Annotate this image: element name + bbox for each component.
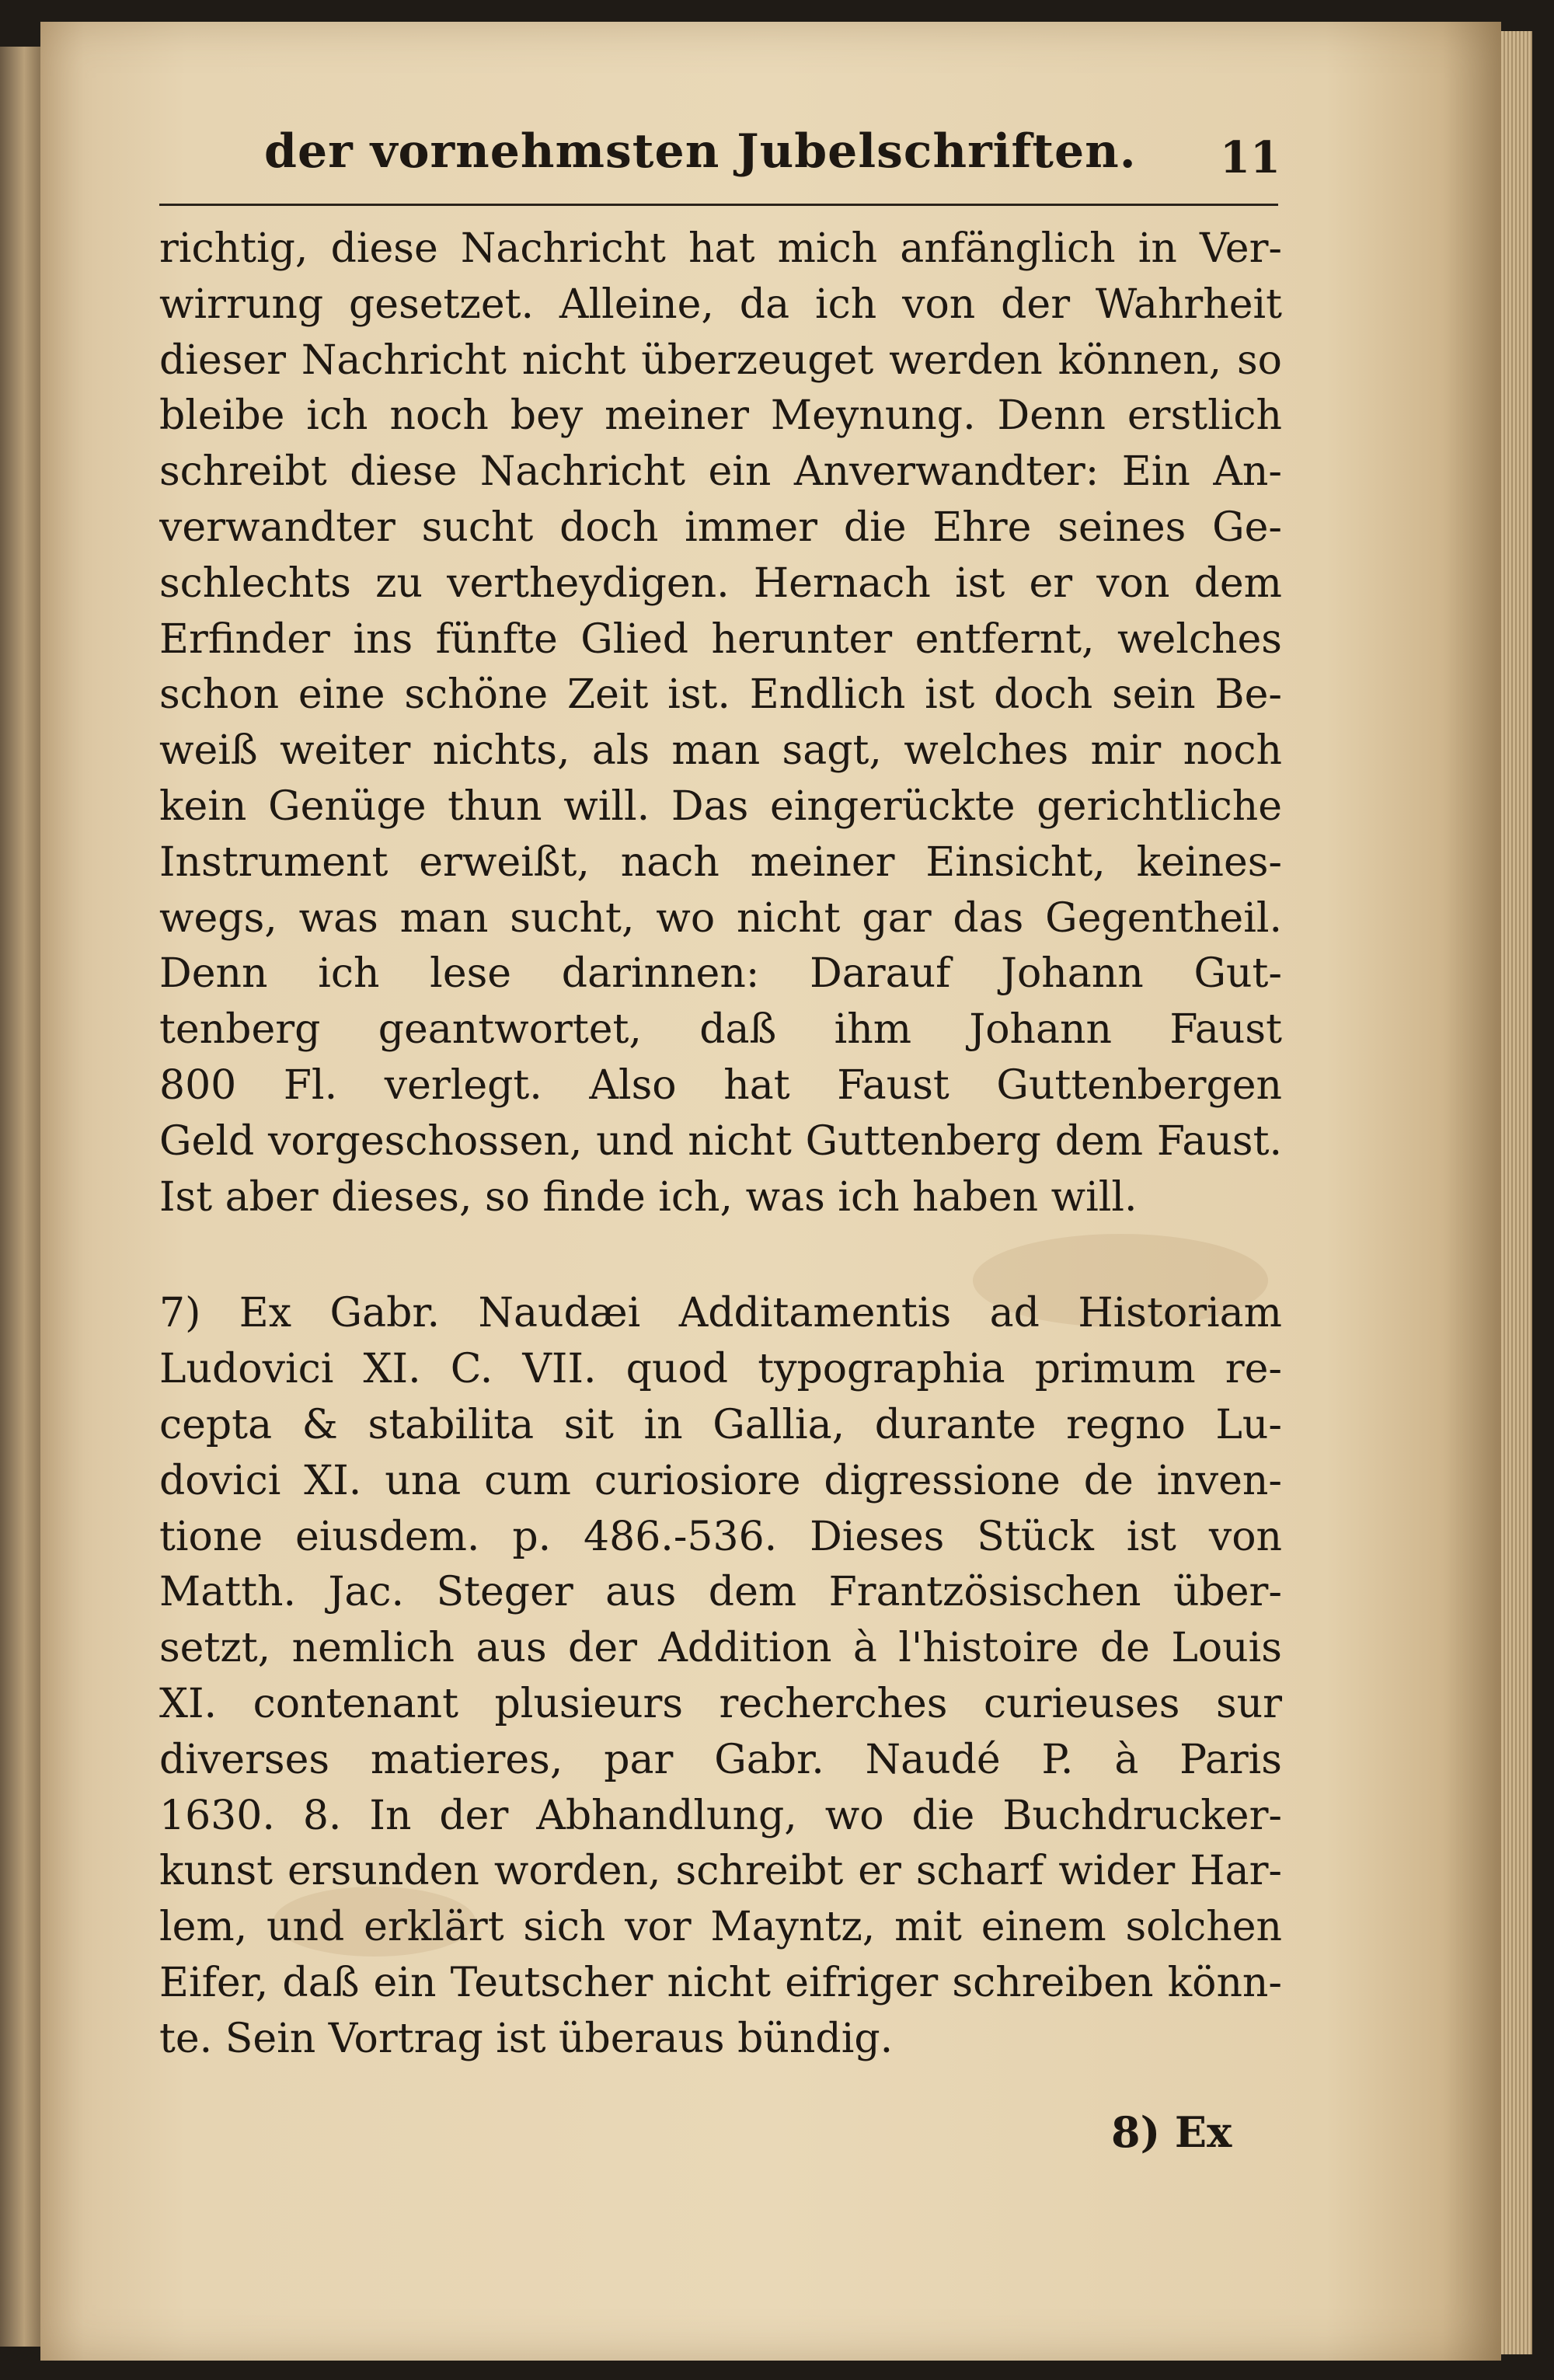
text-line: Denn ich lese darinnen: Darauf Johann Gut- (159, 950, 1282, 998)
text-line: tenberg geantwortet, daß ihm Johann Faust (159, 1006, 1282, 1054)
text-line: verwandter sucht doch immer die Ehre seines Ge- (159, 504, 1282, 551)
text-line: dieser Nachricht nicht überzeuget werden können, so (159, 336, 1282, 384)
text-line: cepta & stabilita sit in Gallia, durante regno Lu- (159, 1401, 1282, 1448)
text-line: tione eiusdem. p. 486.-536. Dieses Stück ist von (159, 1513, 1282, 1560)
text-line: diverses matieres, par Gabr. Naudé P. à Paris (159, 1736, 1282, 1783)
page-stack-edge (1501, 31, 1532, 2354)
paragraph-2 (159, 1286, 1282, 2067)
text-line: 7) Ex Gabr. Naudæi Additamentis ad Historiam (159, 1290, 1282, 1337)
text-line: kein Genüge thun will. Das eingerückte gerichtliche (159, 782, 1282, 830)
paragraph-gap (159, 1225, 1282, 1286)
text-line: kunst ersunden worden, schreibt er scharf wider Har- (159, 1848, 1282, 1895)
text-line: Ist aber dieses, so finde ich, was ich haben will. (159, 1173, 1138, 1221)
text-line: Ludovici XI. C. VII. quod typographia primum re- (159, 1346, 1282, 1393)
paragraph-1 (159, 221, 1282, 1225)
text-line: Geld vorgeschossen, und nicht Guttenberg dem Faust. (159, 1117, 1282, 1165)
text-line: XI. contenant plusieurs recherches curieuses sur (159, 1680, 1282, 1727)
text-line: schon eine schöne Zeit ist. Endlich ist doch sein Be- (159, 671, 1282, 719)
text-line: 1630. 8. In der Abhandlung, wo die Buchdrucker- (159, 1792, 1282, 1839)
text-line: Erfinder ins fünfte Glied herunter entfernt, welches (159, 615, 1282, 663)
text-line: setzt, nemlich aus der Addition à l'histoire de Louis (159, 1625, 1282, 1672)
page-number: 11 (1220, 132, 1280, 183)
text-line: schreibt diese Nachricht ein Anverwandter: Ein An- (159, 448, 1282, 496)
text-line: Instrument erweißt, nach meiner Einsicht, keines- (159, 838, 1282, 886)
text-line: schlechts zu vertheydigen. Hernach ist er von dem (159, 559, 1282, 607)
body-text (159, 221, 1282, 2068)
text-line: lem, und erklärt sich vor Mayntz, mit einem solchen (159, 1904, 1282, 1951)
text-line: richtig, diese Nachricht hat mich anfänglich in Ver- (159, 225, 1282, 272)
text-line: weiß weiter nichts, als man sagt, welches mir noch (159, 727, 1282, 775)
text-line: dovici XI. una cum curiosiore digressione de inven- (159, 1457, 1282, 1504)
text-line: bleibe ich noch bey meiner Meynung. Denn erstlich (159, 392, 1282, 440)
header-rule (159, 204, 1278, 206)
text-line: 800 Fl. verlegt. Also hat Faust Guttenbergen (159, 1061, 1282, 1109)
text-line: Eifer, daß ein Teutscher nicht eifriger schreiben könn- (159, 1959, 1282, 2006)
text-line: Matth. Jac. Steger aus dem Frantzösischen über- (159, 1569, 1282, 1616)
text-line: wegs, was man sucht, wo nicht gar das Gegentheil. (159, 894, 1282, 942)
running-title: der vornehmsten Jubelschriften. (264, 124, 1137, 179)
text-line: te. Sein Vortrag ist überaus bündig. (159, 2015, 894, 2062)
catchword: 8) Ex (1111, 2107, 1232, 2157)
text-line: wirrung gesetzet. Alleine, da ich von der Wahrheit (159, 281, 1282, 328)
facing-page-edge (0, 47, 40, 2347)
